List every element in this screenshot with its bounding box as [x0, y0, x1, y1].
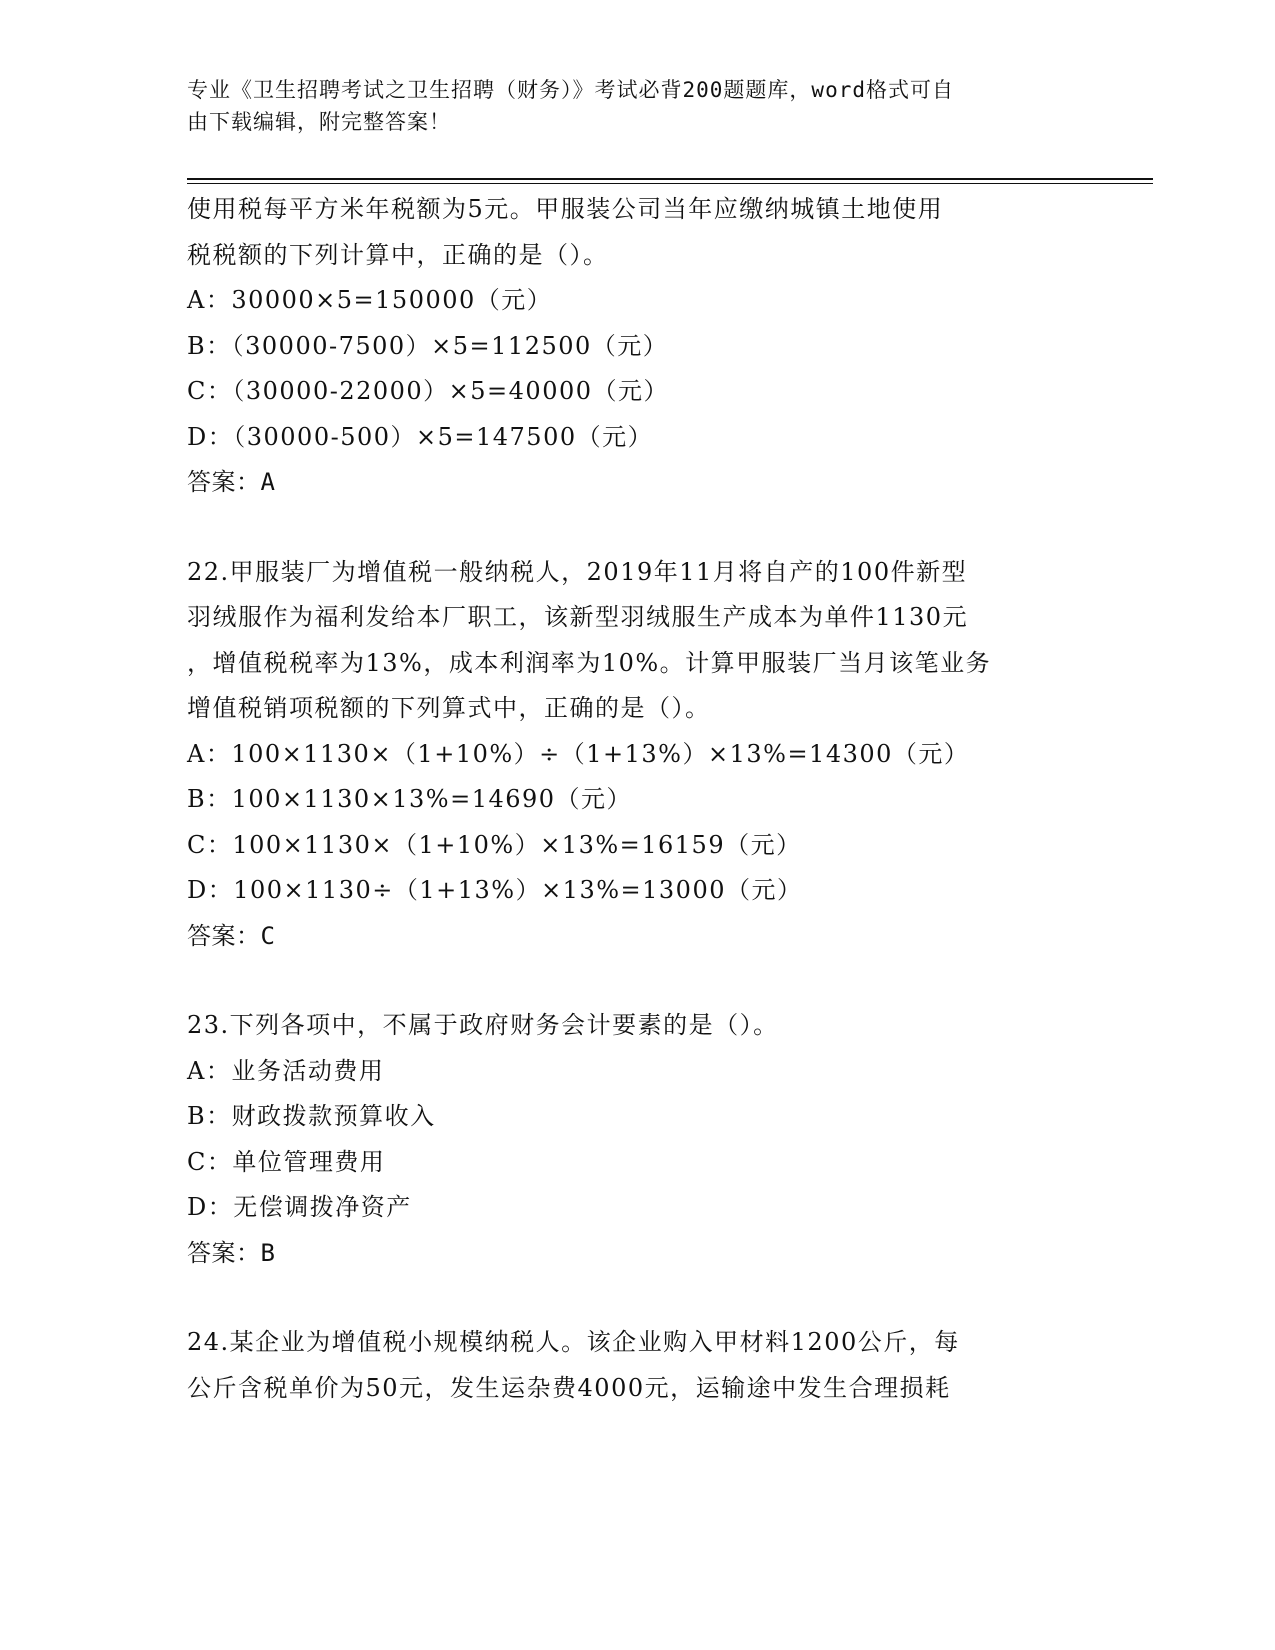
option-a: A：100×1130×（1+10%）÷（1+13%）×13%=14300（元） [187, 739, 970, 768]
question-24 [187, 1320, 1087, 1411]
option-b: B：100×1130×13%=14690（元） [187, 785, 633, 813]
spacer [187, 1276, 1087, 1320]
question-stem-line: 增值税销项税额的下列算式中，正确的是（）。 [187, 694, 711, 722]
question-21-continuation [187, 187, 1087, 506]
option-b: B：（30000-7500）×5=112500（元） [187, 331, 669, 360]
question-stem-line: 使用税每平方米年税额为5元。甲服装公司当年应缴纳城镇土地使用 [187, 195, 944, 223]
spacer [187, 506, 1087, 550]
answer-line: 答案：C [187, 921, 276, 950]
question-23 [187, 1003, 1087, 1276]
question-stem-line: ，增值税税率为13%，成本利润率为10%。计算甲服装厂当月该笔业务 [187, 648, 992, 677]
option-c: C：100×1130×（1+10%）×13%=16159（元） [187, 830, 802, 859]
header-line-1: 专业《卫生招聘考试之卫生招聘（财务）》考试必背200题题库，word格式可自 [187, 78, 954, 102]
question-22 [187, 550, 1087, 960]
document-header [187, 74, 1067, 138]
header-divider-thick [187, 178, 1153, 180]
option-d: D：无偿调拨净资产 [187, 1193, 412, 1221]
answer-line: 答案：B [187, 1238, 276, 1267]
question-stem-line: 22.甲服装厂为增值税一般纳税人，2019年11月将自产的100件新型 [187, 557, 968, 586]
question-stem-line: 24.某企业为增值税小规模纳税人。该企业购入甲材料1200公斤，每 [187, 1328, 960, 1356]
answer-line: 答案：A [187, 468, 276, 496]
header-line-2: 由下载编辑，附完整答案！ [187, 110, 451, 134]
option-c: C：单位管理费用 [187, 1147, 386, 1176]
option-a: A：业务活动费用 [187, 1056, 385, 1085]
question-stem-line: 羽绒服作为福利发给本厂职工，该新型羽绒服生产成本为单件1130元 [187, 603, 969, 631]
question-stem-line: 公斤含税单价为50元，发生运杂费4000元，运输途中发生合理损耗 [187, 1373, 951, 1402]
option-b: B：财政拨款预算收入 [187, 1102, 436, 1130]
question-stem-line: 23.下列各项中，不属于政府财务会计要素的是（）。 [187, 1011, 779, 1039]
option-d: D：100×1130÷（1+13%）×13%=13000（元） [187, 876, 803, 904]
question-stem-line: 税税额的下列计算中，正确的是（）。 [187, 240, 609, 269]
header-divider-thin [187, 183, 1153, 184]
spacer [187, 959, 1087, 1003]
option-d: D：（30000-500）×5=147500（元） [187, 422, 654, 451]
option-c: C：（30000-22000）×5=40000（元） [187, 377, 670, 405]
option-a: A：30000×5=150000（元） [187, 286, 553, 314]
document-body [187, 187, 1087, 1411]
